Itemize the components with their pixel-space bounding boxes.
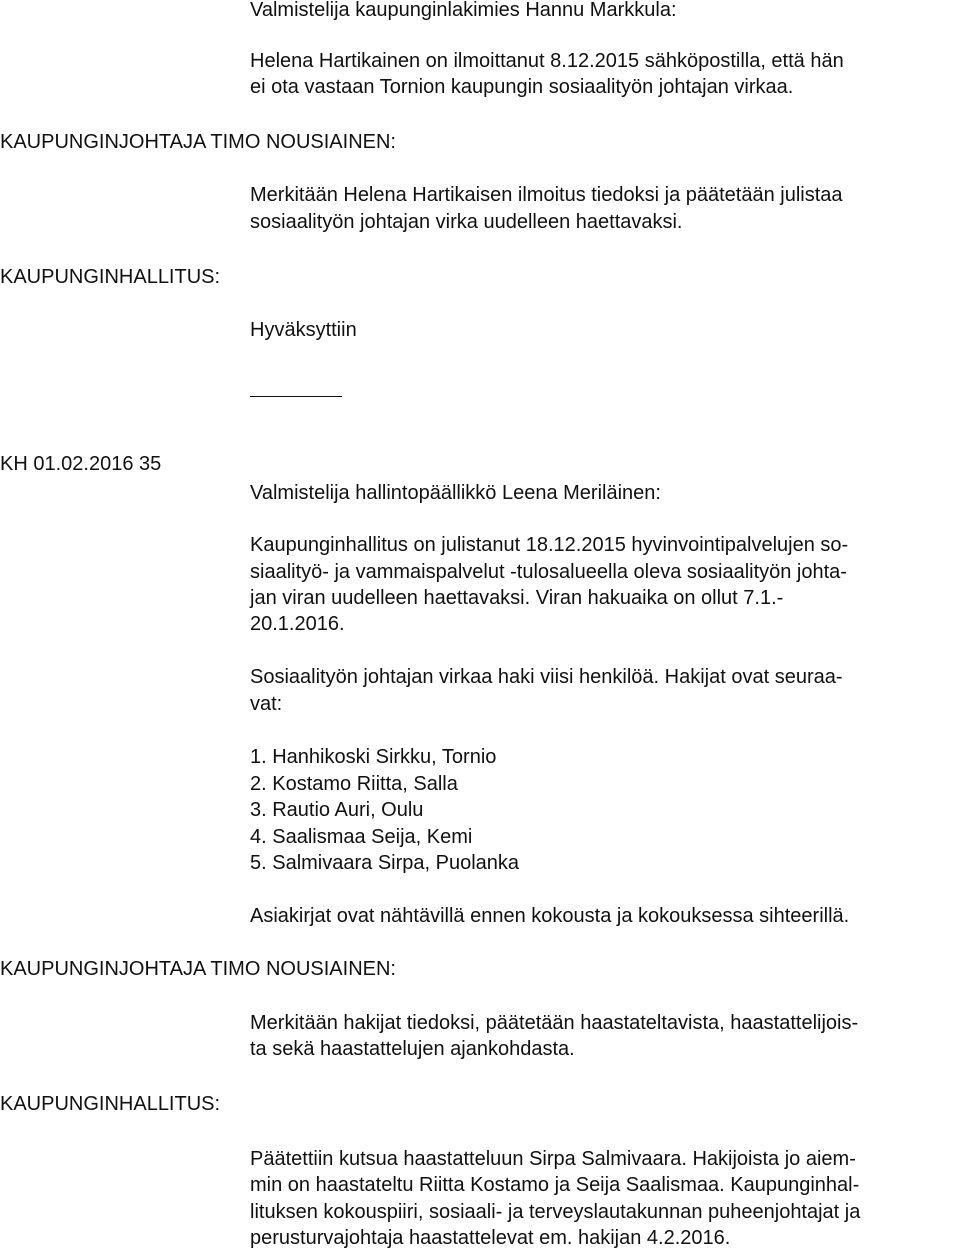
paragraph-line: Sosiaalityön johtajan virkaa haki viisi henkilöä. Hakijat ovat seuraa- <box>250 666 843 688</box>
documents-note: Asiakirjat ovat nähtävillä ennen kokousta ja kokouksessa sihteerillä. <box>250 905 850 927</box>
decision-text: Hyväksyttiin <box>250 319 357 341</box>
board-label: KAUPUNGINHALLITUS: <box>0 266 221 288</box>
section-divider <box>250 396 342 397</box>
minutes-reference: KH 01.02.2016 35 <box>0 453 162 475</box>
mayor-label: KAUPUNGINJOHTAJA TIMO NOUSIAINEN: <box>0 958 396 980</box>
applicant-item: 2. Kostamo Riitta, Salla <box>250 773 458 795</box>
body-line: Helena Hartikainen on ilmoittanut 8.12.2015 sähköpostilla, että hän <box>250 50 844 72</box>
applicant-item: 5. Salmivaara Sirpa, Puolanka <box>250 852 520 874</box>
decision-line: Päätettiin kutsua haastatteluun Sirpa Salmivaara. Hakijoista jo aiem- <box>250 1148 856 1170</box>
applicant-item: 1. Hanhikoski Sirkku, Tornio <box>250 746 497 768</box>
proposal-line: ta sekä haastattelujen ajankohdasta. <box>250 1038 575 1060</box>
applicant-item: 3. Rautio Auri, Oulu <box>250 799 424 821</box>
preparer-line: Valmistelija hallintopäällikkö Leena Meriläinen: <box>250 482 661 504</box>
proposal-line: Merkitään Helena Hartikaisen ilmoitus tiedoksi ja päätetään julistaa <box>250 184 843 206</box>
body-line: ei ota vastaan Tornion kaupungin sosiaalityön johtajan virkaa. <box>250 76 794 98</box>
mayor-label: KAUPUNGINJOHTAJA TIMO NOUSIAINEN: <box>0 131 396 153</box>
decision-line: perusturvajohtaja haastattelevat em. hakijan 4.2.2016. <box>250 1227 731 1249</box>
paragraph-line: vat: <box>250 693 283 715</box>
preparer-line: Valmistelija kaupunginlakimies Hannu Markkula: <box>250 0 677 21</box>
paragraph-line: Kaupunginhallitus on julistanut 18.12.2015 hyvinvointipalvelujen so- <box>250 534 849 556</box>
proposal-line: Merkitään hakijat tiedoksi, päätetään haastateltavista, haastattelijois- <box>250 1012 859 1034</box>
board-label: KAUPUNGINHALLITUS: <box>0 1093 221 1115</box>
decision-line: min on haastateltu Riitta Kostamo ja Seija Saalismaa. Kaupunginhal- <box>250 1174 860 1196</box>
paragraph-line: 20.1.2016. <box>250 613 345 635</box>
decision-line: lituksen kokouspiiri, sosiaali- ja terveyslautakunnan puheenjohtajat ja <box>250 1201 861 1223</box>
applicant-item: 4. Saalismaa Seija, Kemi <box>250 826 473 848</box>
proposal-line: sosiaalityön johtajan virka uudelleen haettavaksi. <box>250 211 683 233</box>
paragraph-line: siaalityö- ja vammaispalvelut -tulosalueella oleva sosiaalityön johta- <box>250 561 847 583</box>
paragraph-line: jan viran uudelleen haettavaksi. Viran hakuaika on ollut 7.1.- <box>250 587 784 609</box>
